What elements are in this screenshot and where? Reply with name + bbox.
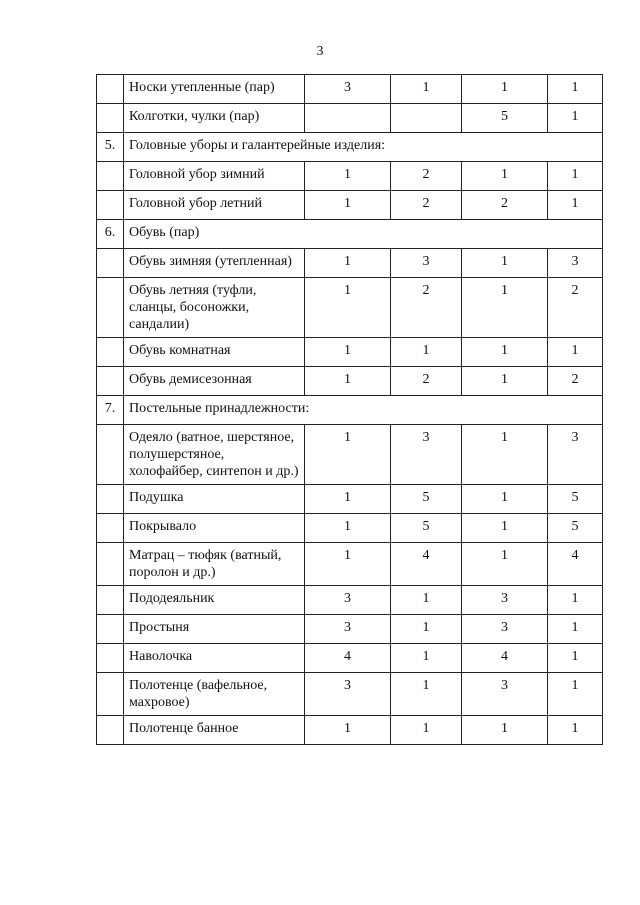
value-cell: 2 xyxy=(548,278,603,338)
value-cell: 4 xyxy=(548,543,603,586)
value-cell xyxy=(305,104,391,133)
item-name: Простыня xyxy=(124,615,305,644)
row-number-cell xyxy=(97,485,124,514)
row-number-cell xyxy=(97,191,124,220)
table-row xyxy=(97,485,603,514)
section-number: 7. xyxy=(97,396,124,425)
value-cell: 1 xyxy=(305,485,391,514)
section-title: Обувь (пар) xyxy=(124,220,603,249)
value-cell: 3 xyxy=(462,673,548,716)
table-row xyxy=(97,543,603,586)
value-cell: 1 xyxy=(462,716,548,745)
value-cell: 1 xyxy=(305,367,391,396)
table-row xyxy=(97,644,603,673)
norms-table xyxy=(96,74,603,745)
value-cell: 2 xyxy=(391,191,462,220)
section-row xyxy=(97,220,603,249)
row-number-cell xyxy=(97,162,124,191)
value-cell: 1 xyxy=(548,162,603,191)
value-cell: 3 xyxy=(548,425,603,485)
value-cell: 1 xyxy=(305,278,391,338)
value-cell: 1 xyxy=(391,644,462,673)
value-cell: 1 xyxy=(462,162,548,191)
item-name: Головной убор зимний xyxy=(124,162,305,191)
table-row xyxy=(97,716,603,745)
value-cell: 2 xyxy=(391,367,462,396)
section-row xyxy=(97,133,603,162)
value-cell: 1 xyxy=(548,338,603,367)
table-row xyxy=(97,586,603,615)
table-row xyxy=(97,75,603,104)
page-number: 3 xyxy=(316,44,324,59)
value-cell: 4 xyxy=(462,644,548,673)
row-number-cell xyxy=(97,543,124,586)
section-number: 5. xyxy=(97,133,124,162)
item-name: Одеяло (ватное, шерстяное, полушерстяное, холофайбер, синтепон и др.) xyxy=(124,425,305,485)
value-cell: 1 xyxy=(548,191,603,220)
row-number-cell xyxy=(97,644,124,673)
value-cell: 1 xyxy=(548,644,603,673)
table-row xyxy=(97,425,603,485)
table-row xyxy=(97,338,603,367)
table-row xyxy=(97,367,603,396)
item-name: Подушка xyxy=(124,485,305,514)
value-cell: 2 xyxy=(391,162,462,191)
row-number-cell xyxy=(97,615,124,644)
item-name: Обувь летняя (туфли, сланцы, босоножки, сандалии) xyxy=(124,278,305,338)
value-cell: 1 xyxy=(462,425,548,485)
table-row xyxy=(97,278,603,338)
value-cell: 1 xyxy=(305,716,391,745)
value-cell: 3 xyxy=(305,75,391,104)
item-name: Колготки, чулки (пар) xyxy=(124,104,305,133)
item-name: Пододеяльник xyxy=(124,586,305,615)
value-cell: 1 xyxy=(305,191,391,220)
value-cell: 3 xyxy=(462,615,548,644)
row-number-cell xyxy=(97,673,124,716)
table-row xyxy=(97,191,603,220)
value-cell: 2 xyxy=(548,367,603,396)
row-number-cell xyxy=(97,716,124,745)
value-cell: 1 xyxy=(548,75,603,104)
value-cell: 1 xyxy=(548,586,603,615)
row-number-cell xyxy=(97,586,124,615)
item-name: Покрывало xyxy=(124,514,305,543)
value-cell: 2 xyxy=(391,278,462,338)
value-cell: 2 xyxy=(462,191,548,220)
row-number-cell xyxy=(97,425,124,485)
value-cell: 1 xyxy=(462,338,548,367)
value-cell: 1 xyxy=(462,278,548,338)
value-cell: 3 xyxy=(391,249,462,278)
value-cell: 1 xyxy=(305,543,391,586)
value-cell: 1 xyxy=(305,249,391,278)
table-row xyxy=(97,162,603,191)
row-number-cell xyxy=(97,249,124,278)
value-cell: 3 xyxy=(305,673,391,716)
item-name: Головной убор летний xyxy=(124,191,305,220)
value-cell: 1 xyxy=(462,514,548,543)
item-name: Обувь комнатная xyxy=(124,338,305,367)
table-row xyxy=(97,615,603,644)
value-cell: 1 xyxy=(305,338,391,367)
value-cell: 1 xyxy=(462,75,548,104)
value-cell: 1 xyxy=(391,75,462,104)
value-cell: 1 xyxy=(548,104,603,133)
value-cell: 4 xyxy=(305,644,391,673)
item-name: Наволочка xyxy=(124,644,305,673)
value-cell: 1 xyxy=(305,514,391,543)
item-name: Полотенце банное xyxy=(124,716,305,745)
table-body xyxy=(97,75,603,745)
value-cell: 1 xyxy=(462,249,548,278)
value-cell: 1 xyxy=(391,716,462,745)
section-title: Постельные принадлежности: xyxy=(124,396,603,425)
value-cell: 3 xyxy=(391,425,462,485)
section-title: Головные уборы и галантерейные изделия: xyxy=(124,133,603,162)
value-cell: 1 xyxy=(462,367,548,396)
value-cell: 1 xyxy=(305,425,391,485)
value-cell: 1 xyxy=(548,716,603,745)
row-number-cell xyxy=(97,104,124,133)
item-name: Обувь демисезонная xyxy=(124,367,305,396)
item-name: Полотенце (вафельное, махровое) xyxy=(124,673,305,716)
value-cell: 5 xyxy=(391,485,462,514)
value-cell xyxy=(391,104,462,133)
value-cell: 1 xyxy=(391,586,462,615)
row-number-cell xyxy=(97,338,124,367)
value-cell: 1 xyxy=(462,485,548,514)
row-number-cell xyxy=(97,278,124,338)
section-row xyxy=(97,396,603,425)
value-cell: 1 xyxy=(391,338,462,367)
value-cell: 5 xyxy=(548,485,603,514)
item-name: Носки утепленные (пар) xyxy=(124,75,305,104)
value-cell: 4 xyxy=(391,543,462,586)
value-cell: 3 xyxy=(305,586,391,615)
value-cell: 5 xyxy=(391,514,462,543)
value-cell: 1 xyxy=(548,615,603,644)
value-cell: 5 xyxy=(548,514,603,543)
table-row xyxy=(97,514,603,543)
table-row xyxy=(97,104,603,133)
value-cell: 3 xyxy=(462,586,548,615)
item-name: Матрац – тюфяк (ватный, поролон и др.) xyxy=(124,543,305,586)
row-number-cell xyxy=(97,367,124,396)
value-cell: 1 xyxy=(462,543,548,586)
row-number-cell xyxy=(97,75,124,104)
value-cell: 1 xyxy=(548,673,603,716)
table-row xyxy=(97,673,603,716)
row-number-cell xyxy=(97,514,124,543)
section-number: 6. xyxy=(97,220,124,249)
value-cell: 1 xyxy=(391,615,462,644)
value-cell: 1 xyxy=(305,162,391,191)
value-cell: 3 xyxy=(305,615,391,644)
value-cell: 1 xyxy=(391,673,462,716)
value-cell: 5 xyxy=(462,104,548,133)
table-row xyxy=(97,249,603,278)
item-name: Обувь зимняя (утепленная) xyxy=(124,249,305,278)
value-cell: 3 xyxy=(548,249,603,278)
